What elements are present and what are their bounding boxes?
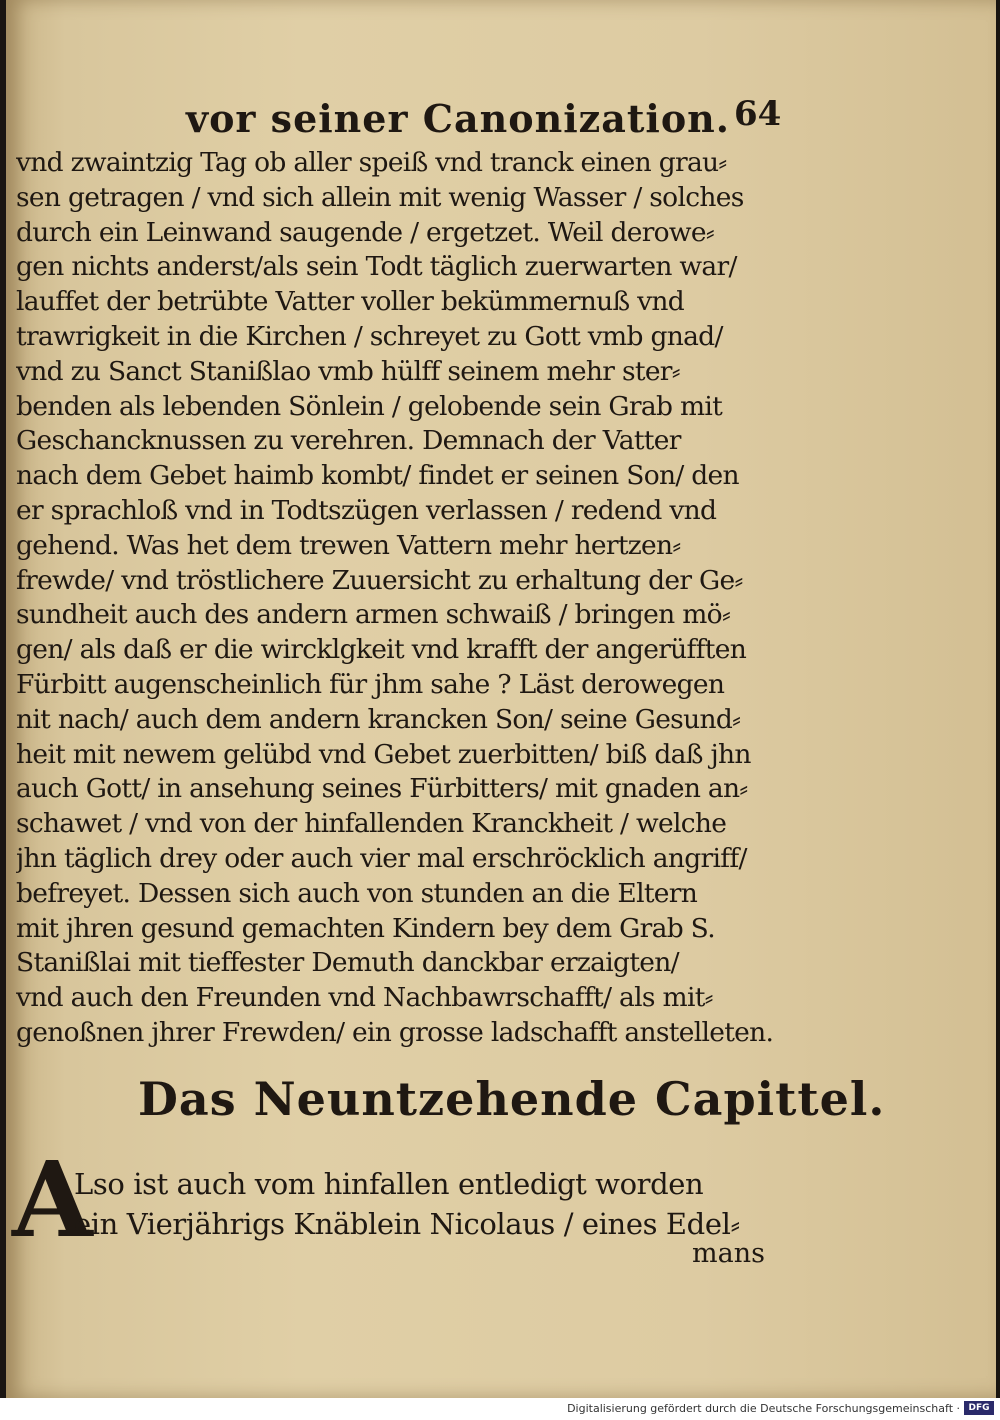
text-line: gehend. Was het dem trewen Vattern mehr hertzen⸗ — [16, 529, 681, 561]
text-line: Geschancknussen zu verehren. Demnach der Vatter — [16, 425, 681, 457]
text-line: er sprachloß vnd in Todtszügen verlassen / redend vnd — [16, 494, 717, 526]
chapter-text — [16, 1164, 776, 1244]
drop-cap-initial: A — [12, 1138, 93, 1261]
text-line: sen getragen / vnd sich allein mit wenig Wasser / solches — [16, 181, 744, 213]
text-line: gen nichts anderst/als sein Todt täglich zuerwarten war/ — [16, 251, 737, 283]
text-line: nach dem Gebet haimb kombt/ findet er seinen Son/ den — [16, 460, 739, 492]
page-number: 64 — [734, 94, 782, 134]
text-line: schawet / vnd von der hinfallenden Kranckheit / welche — [16, 808, 727, 840]
text-line: vnd zu Sanct Stanißlao vmb hülff seinem mehr ster⸗ — [16, 355, 680, 387]
text-line: befreyet. Dessen sich auch von stunden an die Eltern — [16, 877, 698, 909]
text-line: vnd auch den Freunden vnd Nachbawrschafft/ als mit⸗ — [16, 982, 713, 1014]
text-line: auch Gott/ in ansehung seines Fürbitters/ mit gnaden an⸗ — [16, 773, 748, 805]
text-line: genoßnen jhrer Frewden/ ein grosse ladschafft anstelleten. — [16, 1016, 774, 1048]
text-line: frewde/ vnd tröstlichere Zuuersicht zu erhaltung der Ge⸗ — [16, 564, 743, 596]
chapter-heading: Das Neuntzehende Capittel. — [138, 1072, 886, 1126]
catchword: mans — [692, 1238, 765, 1269]
text-line: gen/ als daß er die wircklgkeit vnd krafft der angerüfften — [16, 634, 747, 666]
running-head: vor seiner Canonization. — [186, 96, 731, 141]
paper-page — [6, 0, 996, 1398]
text-line: mit jhren gesund gemachten Kindern bey dem Grab S. — [16, 912, 715, 944]
text-line: nit nach/ auch dem andern krancken Son/ seine Gesund⸗ — [16, 703, 741, 735]
dfg-logo-icon: DFG — [964, 1401, 994, 1415]
text-line: jhn täglich drey oder auch vier mal erschröcklich angriff/ — [16, 842, 747, 874]
text-line: trawrigkeit in die Kirchen / schreyet zu Gott vmb gnad/ — [16, 320, 723, 352]
body-text — [16, 146, 776, 1051]
chapter-line: ein Vierjährigs Knäblein Nicolaus / eines Edel⸗ — [74, 1207, 740, 1241]
text-line: durch ein Leinwand saugende / ergetzet. Weil derowe⸗ — [16, 216, 715, 248]
text-line: benden als lebenden Sönlein / gelobende sein Grab mit — [16, 390, 723, 422]
chapter-line: Lso ist auch vom hinfallen entledigt worden — [74, 1167, 704, 1201]
text-line: Stanißlai mit tieffester Demuth danckbar erzaigten/ — [16, 947, 679, 979]
text-line: vnd zwaintzig Tag ob aller speiß vnd tranck einen grau⸗ — [16, 147, 727, 178]
text-line: Fürbitt augenscheinlich für jhm sahe ? Läst derowegen — [16, 668, 725, 700]
text-line: heit mit newem gelübd vnd Gebet zuerbitten/ biß daß jhn — [16, 738, 751, 770]
footer-credit: Digitalisierung gefördert durch die Deutsche Forschungsgemeinschaft · — [567, 1402, 960, 1415]
text-line: lauffet der betrübte Vatter voller bekümmernuß vnd — [16, 286, 685, 318]
text-line: sundheit auch des andern armen schwaiß / bringen mö⸗ — [16, 599, 731, 631]
